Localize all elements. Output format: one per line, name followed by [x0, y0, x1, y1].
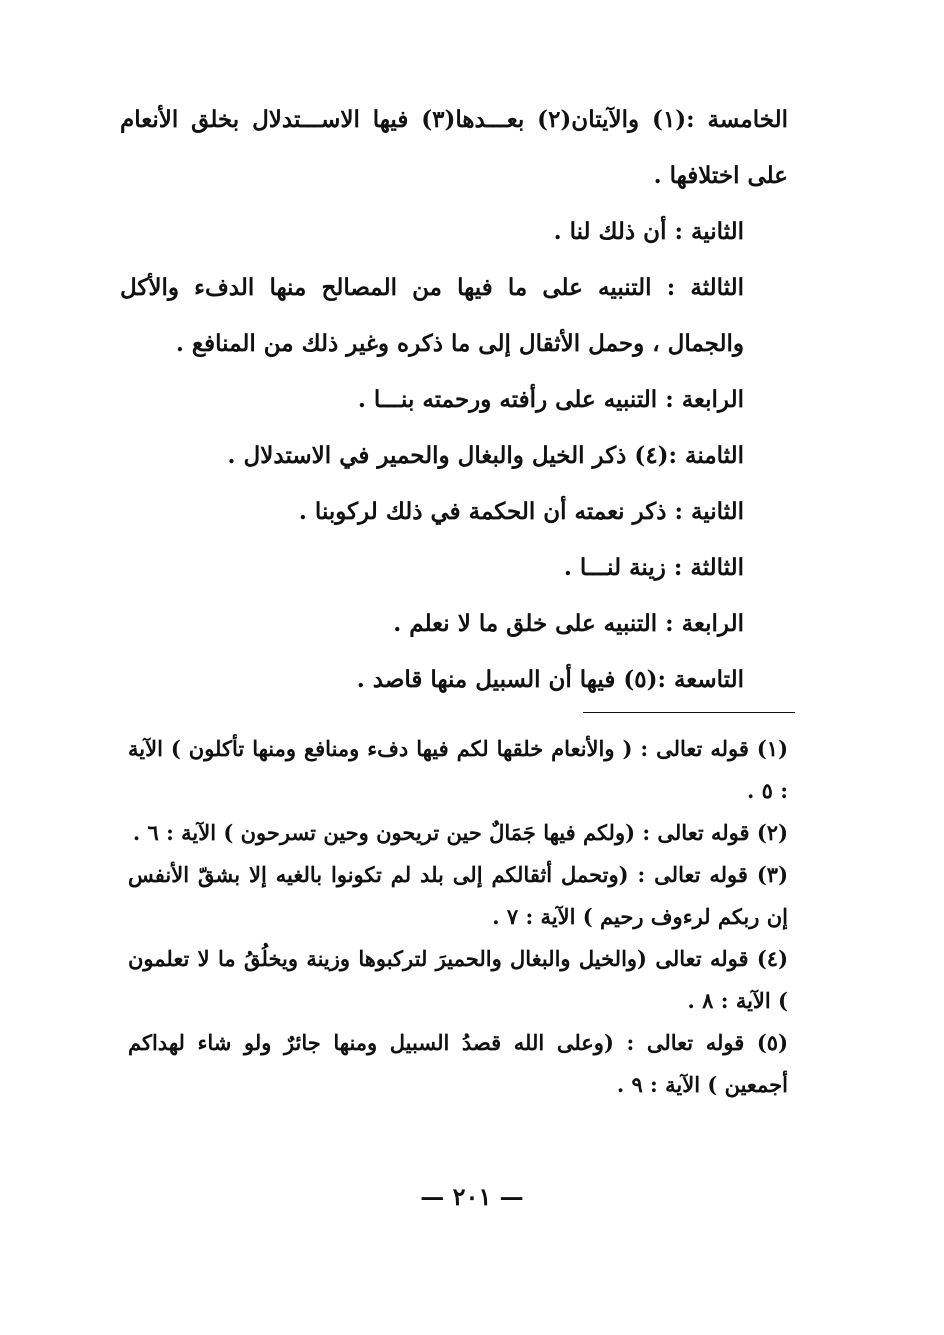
paragraph-rabia-1: الرابعة : التنبيه على رأفته ورحمته بنـــا .	[357, 386, 744, 413]
footnote-5: (٥) قوله تعالى : (وعلى الله قصدُ السبيل ومنها جائرٌ ولو شاء لهداكم أجمعين ) الآية : ٩ .	[128, 1030, 788, 1097]
footnote-4: (٤) قوله تعالى (والخيل والبغال والحميرَ لتركبوها وزينة ويخلُقُ ما لا تعلمون ) الآية : ٨ .	[128, 946, 788, 1013]
main-text	[120, 92, 788, 708]
footnote-1: (١) قوله تعالى : ( والأنعام خلقها لكم فيها دفء ومنافع ومنها تأكلون ) الآية : ٥ .	[128, 736, 788, 803]
footnote-divider	[583, 712, 795, 713]
footnote-3: (٣) قوله تعالى : (وتحمل أثقالكم إلى بلد لم تكونوا بالغيه إلا بشقّ الأنفس إن ربكم لرءوف رحيم ) الآية : ٧ .	[128, 862, 788, 929]
page-number: — ٢٠١ —	[420, 1182, 524, 1211]
paragraph-rabia-2: الرابعة : التنبيه على خلق ما لا نعلم .	[393, 610, 744, 637]
footnote-2: (٢) قوله تعالى : (ولكم فيها جَمَالٌ حين تريحون وحين تسرحون ) الآية : ٦ .	[132, 820, 788, 845]
paragraph-tasia: التاسعة :(٥) فيها أن السبيل منها قاصد .	[356, 666, 744, 693]
paragraph-thalitha-2: الثالثة : زينة لنـــا .	[563, 554, 744, 581]
paragraph-thalitha-1: الثالثة : التنبيه على ما فيها من المصالح منها الدفء والأكل والجمال ، وحمل الأثقال إلى ما ذكره وغير ذلك من المنافع .	[120, 274, 744, 357]
paragraph-khamisa: الخامسة :(١) والآيتان(٢) بعـــدها(٣) فيها الاســـتدلال بخلق الأنعام على اختلافها .	[120, 106, 788, 189]
footnotes	[128, 728, 788, 1106]
paragraph-thaniya-1: الثانية : أن ذلك لنا .	[553, 218, 744, 245]
paragraph-thamina: الثامنة :(٤) ذكر الخيل والبغال والحمير في الاستدلال .	[227, 442, 744, 469]
paragraph-thaniya-2: الثانية : ذكر نعمته أن الحكمة في ذلك لركوبنا .	[298, 498, 744, 525]
